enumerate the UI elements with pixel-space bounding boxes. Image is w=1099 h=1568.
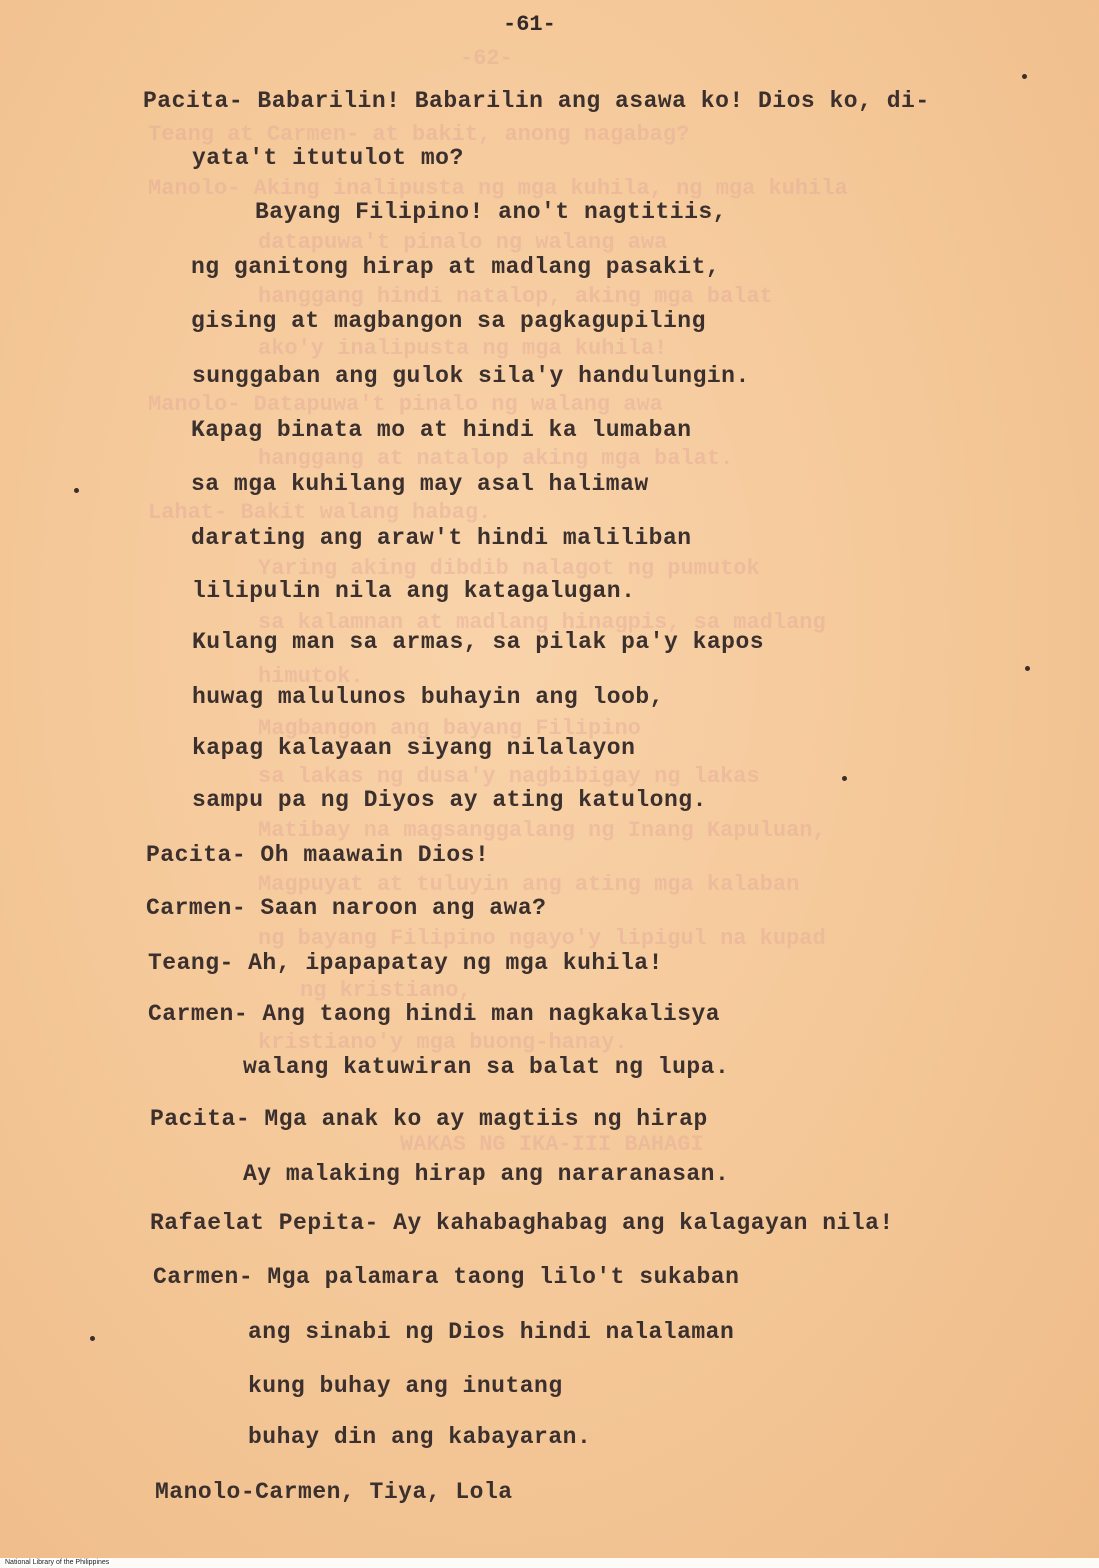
text-line: Carmen- Mga palamara taong lilo't sukaban (153, 1264, 740, 1290)
paper-speck (74, 488, 79, 493)
bleed-through-line: ako'y inalipusta ng mga kuhila! (258, 336, 668, 361)
bleed-through-line: kristiano'y mga buong-hanay. (258, 1030, 628, 1055)
text-line: yata't itutulot mo? (192, 145, 464, 171)
page-number: -61- (503, 12, 556, 37)
bleed-through-line: Lahat- Bakit walang habag. (148, 500, 492, 525)
paper-speck (90, 1336, 95, 1341)
text-line: lilipulin nila ang katagalugan. (192, 578, 636, 604)
bleed-through-line: Teang at Carmen- at bakit, anong nagabag? (148, 122, 690, 147)
text-line: Pacita- Oh maawain Dios! (146, 842, 490, 868)
text-line: darating ang araw't hindi maliliban (191, 525, 692, 551)
text-line: Teang- Ah, ipapapatay ng mga kuhila! (148, 950, 663, 976)
text-line: Pacita- Babarilin! Babarilin ang asawa ko! Dios ko, di- (143, 88, 930, 114)
bleed-through-line: WAKAS NG IKA-III BAHAGI (400, 1132, 704, 1157)
paper-speck (842, 776, 847, 781)
bleed-through-line: Manolo- Aking inalipusta ng mga kuhila, ng mga kuhila (148, 176, 848, 201)
bleed-through-line: hanggang at natalop aking mga balat. (258, 446, 734, 471)
text-line: walang katuwiran sa balat ng lupa. (243, 1054, 730, 1080)
bleed-through-line: himutok. (258, 664, 364, 689)
text-line: Carmen- Ang taong hindi man nagkakalisya (148, 1001, 721, 1027)
bleed-through-line: ng kristiano, (300, 978, 472, 1003)
bleed-through-line: Yaring aking dibdib nalagot ng pumutok (258, 556, 760, 581)
text-line: huwag malulunos buhayin ang loob, (192, 684, 664, 710)
bleed-through-line: Magpuyat at tuluyin ang ating mga kalaban (258, 872, 800, 897)
bottom-strip (0, 1558, 1099, 1568)
text-line: Kulang man sa armas, sa pilak pa'y kapos (192, 629, 765, 655)
text-line: Ay malaking hirap ang nararanasan. (243, 1161, 730, 1187)
text-line: Bayang Filipino! ano't nagtitiis, (255, 199, 727, 225)
text-line: Pacita- Mga anak ko ay magtiis ng hirap (150, 1106, 708, 1132)
bleed-through-line: Magbangon ang bayang Filipino (258, 716, 641, 741)
text-line: buhay din ang kabayaran. (248, 1424, 592, 1450)
paper-speck (1022, 74, 1027, 79)
text-line: ang sinabi ng Dios hindi nalalaman (248, 1319, 735, 1345)
text-line: ng ganitong hirap at madlang pasakit, (191, 254, 721, 280)
paper-speck (1025, 666, 1030, 671)
text-line: kapag kalayaan siyang nilalayon (192, 735, 636, 761)
bleed-through-line: sa lakas ng dusa'y nagbibigay ng lakas (258, 764, 760, 789)
bleed-through-line: -62- (460, 46, 513, 71)
bleed-through-line: Matibay na magsanggalang ng Inang Kapuluan, (258, 818, 826, 843)
bleed-through-line: ng bayang Filipino ngayo'y lipigul na kupad (258, 926, 826, 951)
archive-credit: National Library of the Philippines (5, 1559, 110, 1566)
text-line: Kapag binata mo at hindi ka lumaban (191, 417, 692, 443)
bleed-through-line: Manolo- Datapuwa't pinalo ng walang awa (148, 392, 663, 417)
bleed-through-line: hanggang hindi natalop, aking mga balat (258, 284, 773, 309)
text-line: sunggaban ang gulok sila'y handulungin. (192, 363, 750, 389)
text-line: kung buhay ang inutang (248, 1373, 563, 1399)
text-line: Rafaelat Pepita- Ay kahabaghabag ang kalagayan nila! (150, 1210, 894, 1236)
text-line: Carmen- Saan naroon ang awa? (146, 895, 547, 921)
text-line: sa mga kuhilang may asal halimaw (191, 471, 649, 497)
text-line: Manolo-Carmen, Tiya, Lola (155, 1479, 513, 1505)
text-line: gising at magbangon sa pagkagupiling (191, 308, 706, 334)
bleed-through-line: datapuwa't pinalo ng walang awa (258, 230, 668, 255)
bleed-through-line: sa kalamnan at madlang hinagpis, sa madlang (258, 610, 826, 635)
text-line: sampu pa ng Diyos ay ating katulong. (192, 787, 707, 813)
